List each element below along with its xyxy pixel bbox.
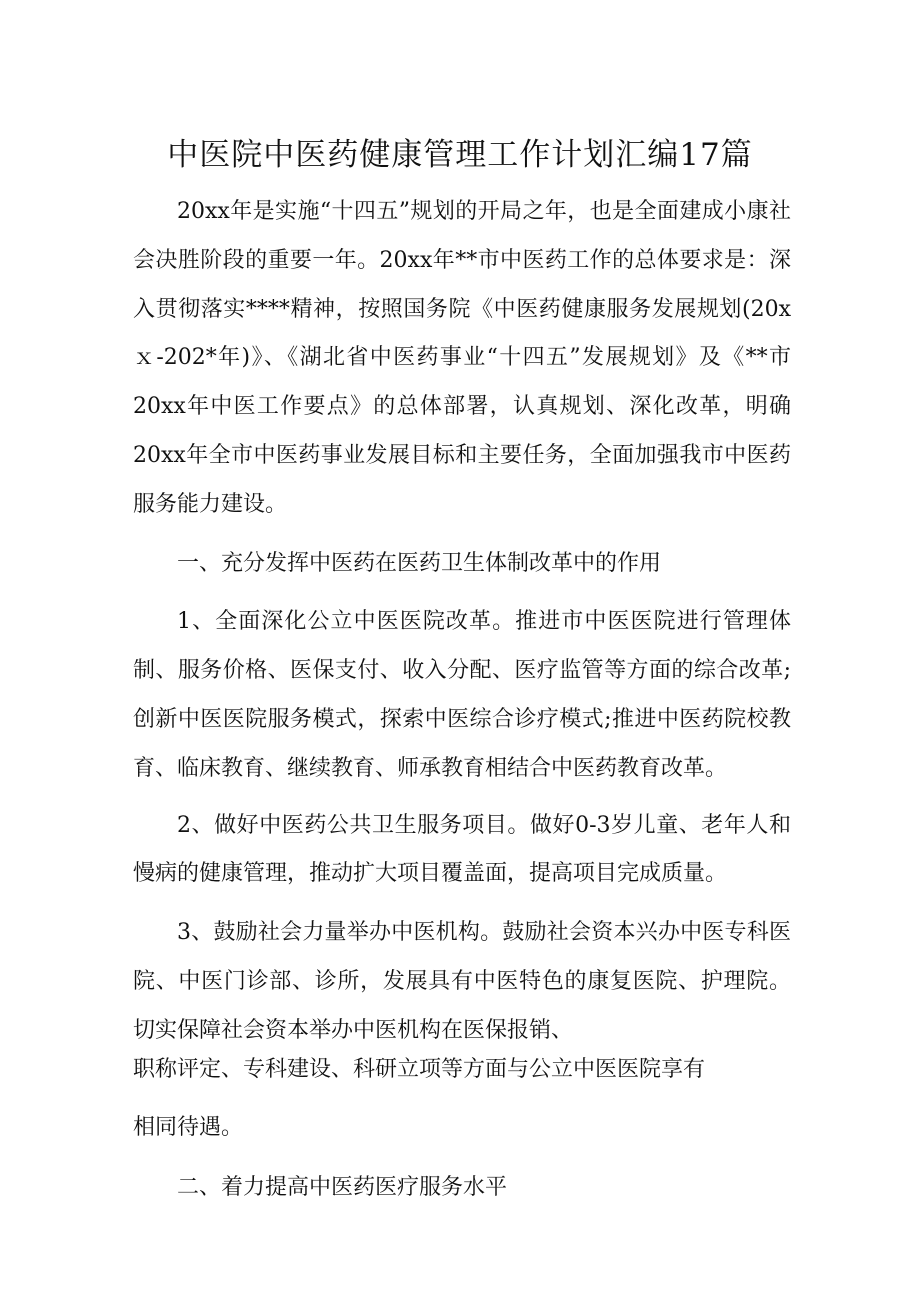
section-heading-2: 二、着力提高中医药医疗服务水平 — [177, 1175, 508, 1201]
paragraph-item-3-end: 相同待遇。 — [133, 1114, 244, 1140]
paragraph-item-3-continued: 职称评定、专科建设、科研立项等方面与公立中医医院享有 — [133, 1056, 706, 1082]
paragraph-item-2: 2、做好中医药公共卫生服务项目。做好0-3岁儿童、老年人和慢病的健康管理，推动扩大项目覆盖面，提高项目完成质量。 — [133, 812, 791, 887]
paragraph-intro: 20xx年是实施“十四五”规划的开局之年，也是全面建成小康社会决胜阶段的重要一年。20xx年**市中医药工作的总体要求是：深入贯彻落实****精神，按照国务院《中医药健康服务发展规划(20xｘ-202*年)》、《湖北省中医药事业“十四五”发展规划》及《**市20xx年中医工作要点》的总体部署，认真规划、深化改革，明确20xx年全市中医药事业发展目标和主要任务，全面加强我市中医药服务能力建设。 — [133, 199, 791, 517]
section-heading-1: 一、充分发挥中医药在医药卫生体制改革中的作用 — [177, 550, 662, 576]
document-title: 中医院中医药健康管理工作计划汇编17篇 — [167, 137, 753, 173]
document-body — [133, 188, 791, 1213]
paragraph-item-3: 3、鼓励社会力量举办中医机构。鼓励社会资本兴办中医专科医院、中医门诊部、诊所，发展具有中医特色的康复医院、护理院。切实保障社会资本举办中医机构在医保报销、 — [133, 920, 791, 1043]
paragraph-item-1: 1、全面深化公立中医医院改革。推进市中医医院进行管理体制、服务价格、医保支付、收入分配、医疗监管等方面的综合改革;创新中医医院服务模式，探索中医综合诊疗模式;推进中医药院校教育、临床教育、继续教育、师承教育相结合中医药教育改革。 — [133, 609, 791, 781]
